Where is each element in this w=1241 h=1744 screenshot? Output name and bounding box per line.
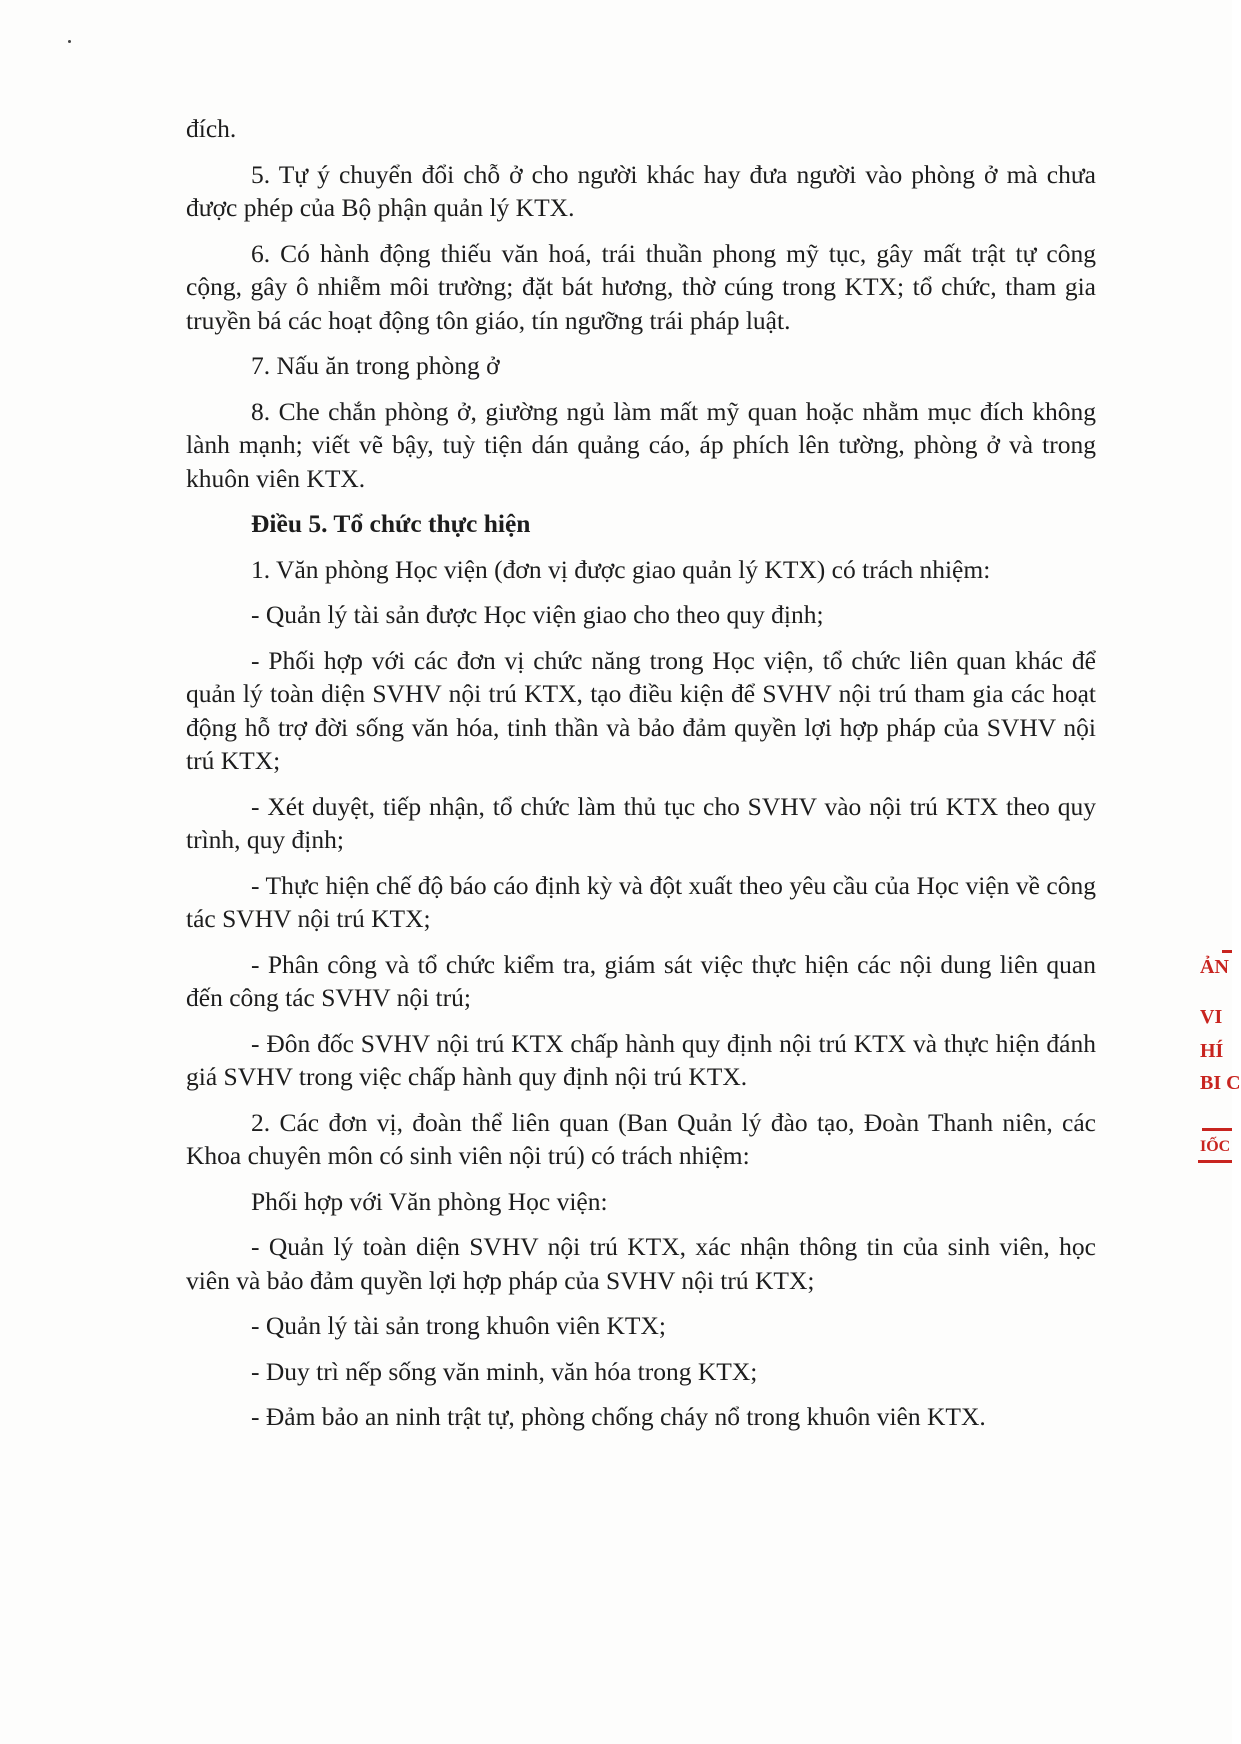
stamp-text: ẢN [1200,956,1229,978]
paragraph: - Quản lý tài sản trong khuôn viên KTX; [251,1311,667,1340]
stamp-text: HÍ [1200,1040,1224,1062]
paragraph: 5. Tự ý chuyển đổi chỗ ở cho người khác hay đưa người vào phòng ở mà chưa được phép của Bộ phận quản lý KTX. [186,159,1096,222]
paragraph: 8. Che chắn phòng ở, giường ngủ làm mất mỹ quan hoặc nhằm mục đích không lành mạnh; viết vẽ bậy, tuỳ tiện dán quảng cáo, áp phích lên tường, phòng ở và trong khuôn viên KTX. [186,396,1096,493]
red-seal-stamp-fragment [1198,948,1241,1178]
stamp-edge [1198,1160,1232,1163]
stamp-edge [1222,950,1232,953]
paragraph: 1. Văn phòng Học viện (đơn vị được giao quản lý KTX) có trách nhiệm: [251,554,991,584]
paragraph: - Đôn đốc SVHV nội trú KTX chấp hành quy định nội trú KTX và thực hiện đánh giá SVHV trong việc chấp hành quy định nội trú KTX. [186,1028,1096,1091]
stamp-text: VI [1200,1006,1223,1028]
document-body [186,112,1096,1446]
paragraph: đích. [186,114,237,143]
paragraph: - Phối hợp với các đơn vị chức năng trong Học viện, tổ chức liên quan khác để quản lý toàn diện SVHV nội trú KTX, tạo điều kiện để SVHV nội trú tham gia các hoạt động hỗ trợ đời sống văn hóa, tinh thần và bảo đảm quyền lợi hợp pháp của SVHV nội trú KTX; [186,645,1096,775]
stamp-edge [1202,1128,1232,1131]
paragraph: - Thực hiện chế độ báo cáo định kỳ và đột xuất theo yêu cầu của Học viện về công tác SVHV nội trú KTX; [186,870,1096,933]
paragraph: 7. Nấu ăn trong phòng ở [251,351,500,380]
stamp-text: BI C [1200,1072,1241,1094]
paragraph: - Xét duyệt, tiếp nhận, tổ chức làm thủ tục cho SVHV vào nội trú KTX theo quy trình, quy định; [186,791,1096,854]
paragraph: 6. Có hành động thiếu văn hoá, trái thuần phong mỹ tục, gây mất trật tự công cộng, gây ô nhiễm môi trường; đặt bát hương, thờ cúng trong KTX; tổ chức, tham gia truyền bá các hoạt động tôn giáo, tín ngưỡng trái pháp luật. [186,238,1096,335]
section-heading: Điều 5. Tổ chức thực hiện [251,509,531,538]
paragraph: - Phân công và tổ chức kiểm tra, giám sát việc thực hiện các nội dung liên quan đến công tác SVHV nội trú; [186,949,1096,1012]
paragraph: - Đảm bảo an ninh trật tự, phòng chống cháy nổ trong khuôn viên KTX. [251,1402,986,1431]
scan-speck [68,40,71,43]
paragraph: - Quản lý tài sản được Học viện giao cho theo quy định; [251,600,824,629]
paragraph: 2. Các đơn vị, đoàn thể liên quan (Ban Quản lý đào tạo, Đoàn Thanh niên, các Khoa chuyên môn có sinh viên nội trú) có trách nhiệm: [186,1107,1096,1170]
paragraph: Phối hợp với Văn phòng Học viện: [251,1186,608,1216]
stamp-text: IỐC [1200,1138,1231,1155]
paragraph: - Quản lý toàn diện SVHV nội trú KTX, xác nhận thông tin của sinh viên, học viên và bảo đảm quyền lợi hợp pháp của SVHV nội trú KTX; [186,1232,1096,1295]
paragraph: - Duy trì nếp sống văn minh, văn hóa trong KTX; [251,1356,758,1386]
